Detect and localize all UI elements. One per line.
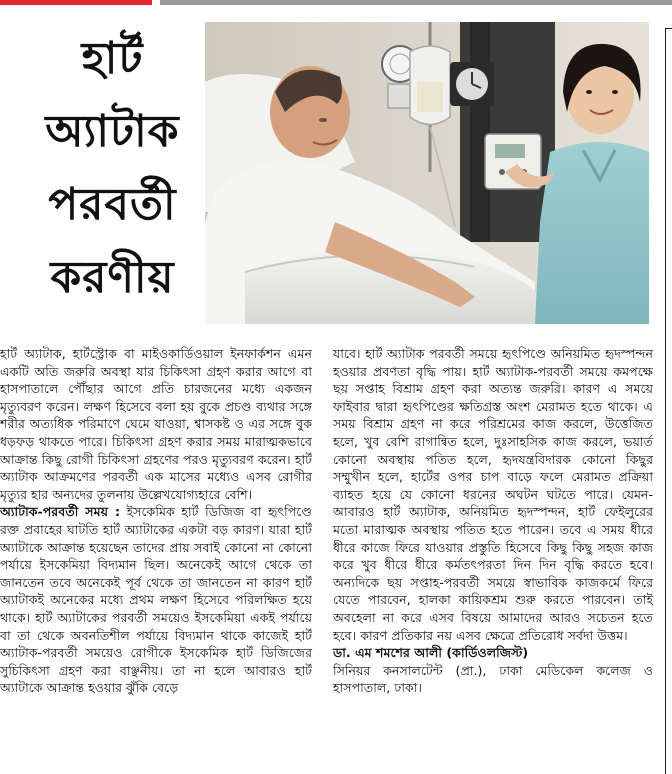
author-role: (কার্ডিওলজিস্ট) [442, 645, 529, 661]
right-column-rule [665, 28, 666, 774]
author-name: ডা. এম শমশের আলী [333, 645, 442, 661]
headline-line-3: পরবর্তী [48, 179, 177, 230]
article-column-left [0, 345, 312, 697]
hospital-scene-photo [205, 22, 649, 324]
article-paragraph [0, 503, 312, 697]
headline-line-1: হার্ট [81, 33, 144, 84]
article-paragraph-text: ইসকেমিক হার্ট ডিজিজ বা হৃৎপিণ্ডে রক্ত প্রবাহের ঘাটতি হার্ট অ্যাটাকের একটা বড় কারণ। যারা হার্ট অ্যাটাকে আক্রান্ত হয়েছেন তাদের প্রায় সবাই কোনো না কোনো পর্যায়ে ইসকেমিয়া বিদ্যমান ছিল। অনেকেই আগে থেকে তা জানতেন তবে অনেকেই পূর্ব থেকে তা জানতেন না কারণ হার্ট অ্যাটাকই অনেকের মধ্যে প্রথম লক্ষণ হিসেবে পরিলক্ষিত হয়ে থাকে। হার্ট অ্যাটাকের পরবর্তী সময়েও ইসকেমিয়া একই পর্যায়ে বা তা থেকে অবনতিশীল পর্যায়ে বিদ্যমান থাকে কাজেই হার্ট অ্যাটাক-পরবর্তী সময়েও রোগীকে ইসকেমিক হার্ট ডিজিজের সুচিকিৎসা গ্রহণ করা বাঞ্ছনীয়। তা না হলে আবারও হার্ট অ্যাটাকে আক্রান্ত হওয়ার ঝুঁকি বেড়ে [0, 504, 312, 696]
right-rule-cap [665, 28, 672, 29]
article-paragraph: যাবে। হার্ট অ্যাটাক পরবর্তী সময়ে হৃৎপিণ্ডে অনিয়মিত হৃদস্পন্দন হওয়ার প্রবণতা বৃদ্ধি পায়। হার্ট অ্যাটাক-পরবর্তী সময়ে কমপক্ষে ছয় সপ্তাহ বিশ্রাম গ্রহণ করা অত্যন্ত জরুরি। কারণ এ সময়ে ফাইবার দ্বারা হৃৎপিণ্ডের ক্ষতিগ্রস্ত অংশ মেরামত হতে থাকে। এ সময় বিশ্রাম গ্রহণ না করে পরিশ্রমের কাজ করলে, উত্তেজিত হলে, খুব বেশি রাগান্বিত হলে, দুঃসাহসিক কাজ করলে, ভয়ার্ত কোনো অবস্থায় পতিত হলে, হৃদযন্ত্রবিদারক কোনো কিছুর সম্মুখীন হলে, হার্টের ওপর চাপ বাড়ে ফলে মেরামত প্রক্রিয়া ব্যাহত হয়ে যে কোনো ধরনের অঘটন ঘটতে পারে। যেমন- আবারও হার্ট অ্যাটাক, অনিয়মিত হৃদস্পন্দন, হার্ট ফেইলুরের মতো মারাত্মক অবস্থায় পতিত হতে পারেন। তবে এ সময় ধীরে ধীরে কাজে ফিরে যাওয়ার প্রস্তুতি হিসেবে কিছু কিছু সহজ কাজ করে খুব ধীরে ধীরে কর্মতৎপরতা দিন দিন বৃদ্ধি করতে হবে। অন্যদিকে ছয় সপ্তাহ-পরবর্তী সময়ে স্বাভাবিক কাজকর্মে ফিরে যেতে পারবেন, হালকা কায়িকশ্রম শুরু করতে পারবেন। তাই অবহেলা না করে এসব বিষয়ে আমাদের আরও সচেতন হতে হবে। কারণ প্রতিকার নয় এসব ক্ষেত্রে প্রতিরোধ সর্বদা উত্তম। [333, 346, 653, 643]
top-rule-bar [160, 0, 672, 5]
section-subheading: অ্যাটাক-পরবর্তী সময় : [0, 504, 121, 520]
article-paragraph: হার্ট অ্যাটাক, হার্টস্ট্রোক বা মাইওকার্ডিওয়াল ইনফার্কশন এমন একটি অতি জরুরি অবস্থা যার চিকিৎসা গ্রহণ করার আগে বা হাসপাতালে পৌঁছার আগে প্রতি চারজনের মধ্যে একজন মৃত্যুবরণ করেন। লক্ষণ হিসেবে বলা হয় বুকে প্রচণ্ড ব্যথার সঙ্গে শরীর অত্যধিক পরিমাণে ঘেমে যাওয়া, শ্বাসকষ্ট ও এর সঙ্গে বুক ধড়ফড় থাকতে পারে। চিকিৎসা গ্রহণ করার সময় মারাত্মকভাবে আক্রান্ত কিছু রোগী চিকিৎসা গ্রহণের পরও মৃত্যুবরণ করেন। হার্ট অ্যাটাক আক্রমণের পরবর্তী এক মাসের মধ্যেও এসব রোগীর মৃত্যুর হার অন্যদের তুলনায় উল্লেখযোগ্যহারে বেশি। [0, 346, 312, 502]
headline [20, 22, 205, 314]
top-accent-bar [0, 0, 152, 5]
headline-line-4: করণীয় [50, 252, 175, 303]
article-column-right [333, 345, 653, 697]
headline-line-2: অ্যাটাক [45, 106, 180, 157]
author-byline [333, 644, 653, 662]
author-position: সিনিয়র কনসালটেন্ট (প্রা.), ঢাকা মেডিকেল কলেজ ও হাসপাতাল, ঢাকা। [333, 662, 653, 696]
